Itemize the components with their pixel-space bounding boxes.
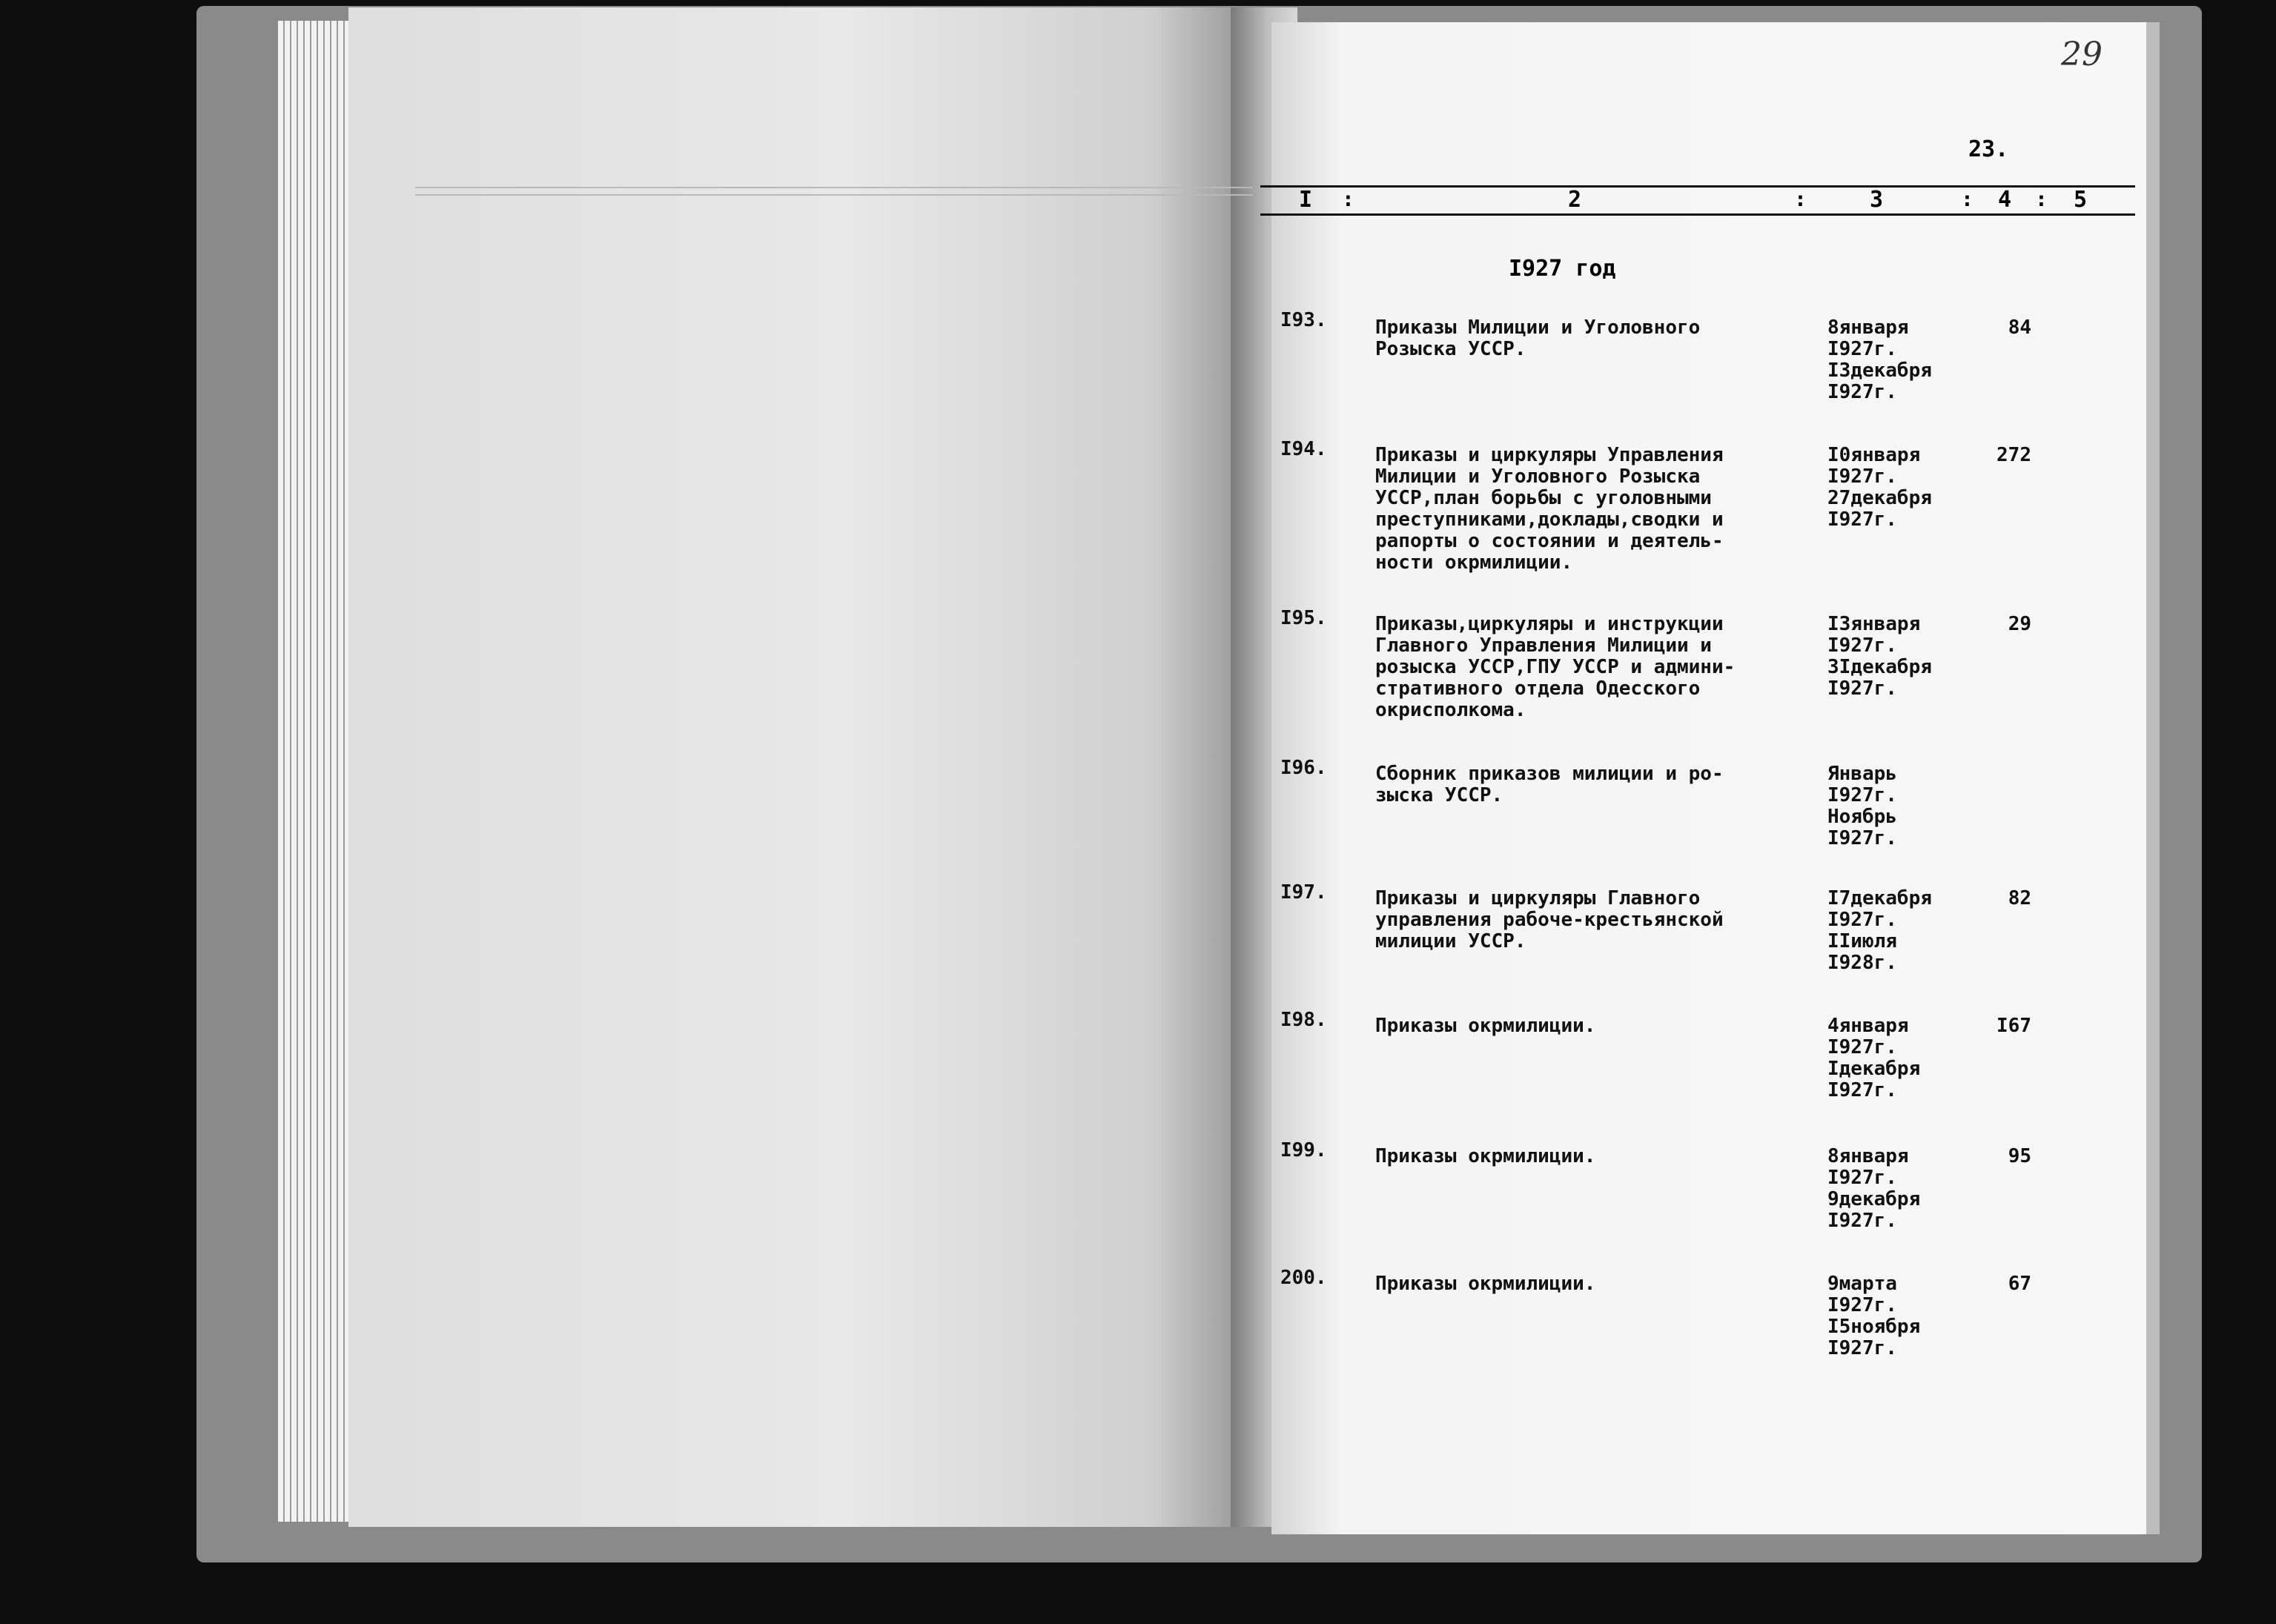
row-number: I94. (1280, 438, 1327, 460)
row-description: Приказы и циркуляры Главного управления рабоче-крестьянской милиции УССР. (1375, 887, 1724, 952)
column-separator: : (1794, 187, 1807, 211)
row-description: Сборник приказов милиции и ро- зыска УССР. (1375, 763, 1724, 806)
row-dates: 9марта I927г. I5ноября I927г. (1827, 1273, 1921, 1359)
row-description: Приказы и циркуляры Управления Милиции и Уголовного Розыска УССР,план борьбы с уголовными преступниками,доклады,сводки и рапорты о состоянии и деятель- ности окрмилиции. (1375, 444, 1724, 574)
bleed-through-rule (415, 187, 1253, 188)
bleed-through-rule (415, 194, 1253, 196)
row-sheet-count: I67 (1997, 1015, 2031, 1037)
left-page-bleedthrough (348, 7, 1260, 1527)
row-number: I96. (1280, 757, 1327, 779)
column-header-2: 2 (1568, 187, 1582, 213)
row-number: I99. (1280, 1139, 1327, 1161)
header-bottom-rule (1260, 213, 2135, 216)
row-description: Приказы Милиции и Уголовного Розыска УССР. (1375, 316, 1701, 360)
column-header-3: 3 (1870, 187, 1884, 213)
right-page-edge (2146, 22, 2160, 1534)
row-dates: Январь I927г. Ноябрь I927г. (1827, 763, 1897, 849)
row-number: I95. (1280, 607, 1327, 629)
column-separator: : (1961, 187, 1974, 211)
row-description: Приказы окрмилиции. (1375, 1015, 1596, 1037)
handwritten-folio-number: 29 (2061, 36, 2103, 73)
row-dates: I0января I927г. 27декабря I927г. (1827, 444, 1932, 531)
column-header-4: 4 (1998, 187, 2012, 213)
row-sheet-count: 84 (2008, 316, 2031, 339)
column-separator: : (2035, 187, 2048, 211)
row-sheet-count: 29 (2008, 613, 2031, 635)
row-number: 200. (1280, 1267, 1327, 1289)
row-sheet-count: 82 (2008, 887, 2031, 909)
column-header-5: 5 (2074, 187, 2088, 213)
row-description: Приказы окрмилиции. (1375, 1145, 1596, 1167)
row-number: I97. (1280, 881, 1327, 904)
row-description: Приказы окрмилиции. (1375, 1273, 1596, 1295)
row-dates: 8января I927г. I3декабря I927г. (1827, 316, 1932, 403)
column-separator: : (1342, 187, 1354, 211)
row-number: I98. (1280, 1009, 1327, 1031)
row-dates: I7декабря I927г. IIиюля I928г. (1827, 887, 1932, 974)
row-dates: I3января I927г. 3Iдекабря I927г. (1827, 613, 1932, 700)
page-number: 23. (1968, 136, 2009, 162)
row-sheet-count: 95 (2008, 1145, 2031, 1167)
row-sheet-count: 272 (1997, 444, 2031, 466)
year-heading: I927 год (1509, 256, 1616, 282)
column-header-1: I (1299, 187, 1313, 213)
row-dates: 4января I927г. Iдекабря I927г. (1827, 1015, 1921, 1101)
row-description: Приказы,циркуляры и инструкции Главного Управления Милиции и розыска УССР,ГПУ УССР и админи- стративного отдела Одесского окрисполкома. (1375, 613, 1736, 721)
row-sheet-count: 67 (2008, 1273, 2031, 1295)
row-dates: 8января I927г. 9декабря I927г. (1827, 1145, 1921, 1232)
row-number: I93. (1280, 309, 1327, 331)
